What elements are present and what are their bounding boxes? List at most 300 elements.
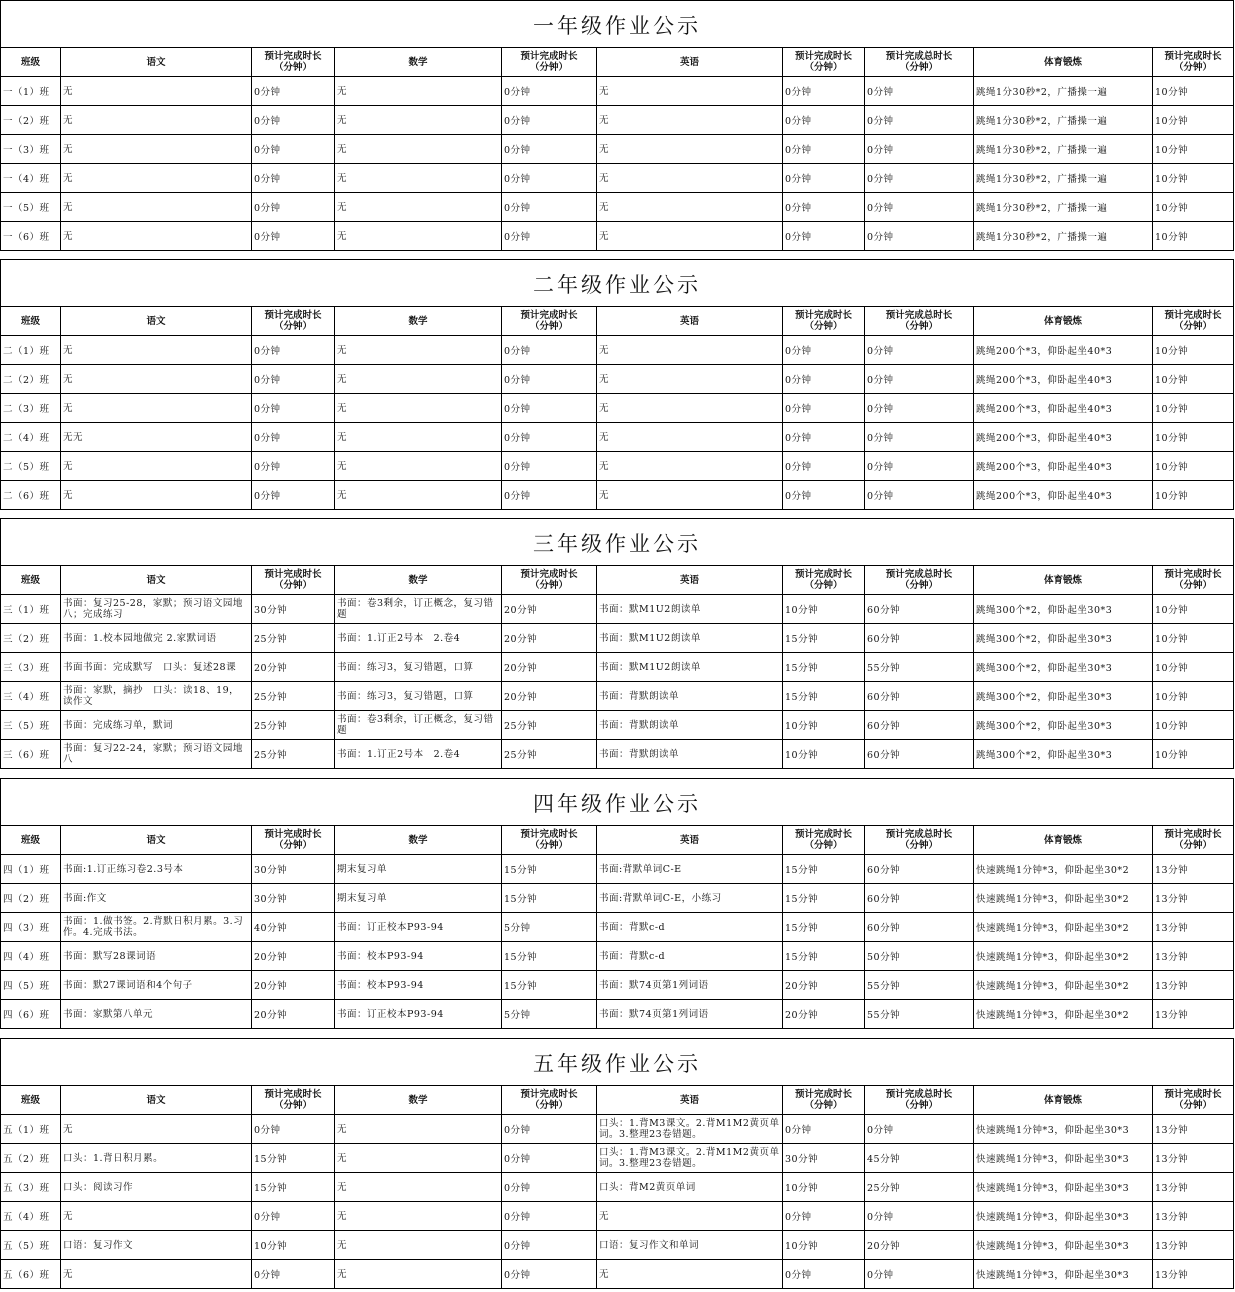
pe-cell: 跳绳1分30秒*2，广播操一遍 [974, 164, 1153, 193]
math-cell: 无 [335, 77, 502, 106]
chinese-time-cell: 20分钟 [252, 942, 335, 971]
total-time-cell: 55分钟 [865, 1000, 974, 1029]
class-cell: 二（6）班 [1, 481, 61, 510]
header-english-time: 预计完成时长 （分钟） [783, 307, 865, 336]
table-row [1, 855, 1234, 884]
pe-cell: 快速跳绳1分钟*3，仰卧起坐30*2 [974, 1000, 1153, 1029]
chinese-time-cell: 0分钟 [252, 1260, 335, 1289]
class-cell: 五（1）班 [1, 1115, 61, 1144]
math-cell: 无 [335, 365, 502, 394]
header-math: 数学 [335, 48, 502, 77]
math-time-cell: 0分钟 [502, 164, 597, 193]
table-row [1, 164, 1234, 193]
chinese-cell: 无 [61, 1202, 252, 1231]
pe-cell: 跳绳200个*3，仰卧起坐40*3 [974, 481, 1153, 510]
english-cell: 无 [597, 394, 783, 423]
total-time-cell: 50分钟 [865, 942, 974, 971]
english-cell: 无 [597, 423, 783, 452]
header-pe-time: 预计完成时长 （分钟） [1153, 1086, 1234, 1115]
chinese-cell: 无 [61, 1115, 252, 1144]
chinese-cell: 无 [61, 481, 252, 510]
english-cell: 书面：背默c-d [597, 913, 783, 942]
english-cell: 书面：背默朗读单 [597, 682, 783, 711]
table-row [1, 1115, 1234, 1144]
header-chinese: 语文 [61, 566, 252, 595]
english-time-cell: 0分钟 [783, 423, 865, 452]
homework-table [0, 825, 1234, 1029]
english-cell: 无 [597, 1202, 783, 1231]
math-time-cell: 20分钟 [502, 653, 597, 682]
header-total-time: 预计完成总时长 （分钟） [865, 566, 974, 595]
homework-table [0, 306, 1234, 510]
math-time-cell: 15分钟 [502, 884, 597, 913]
chinese-cell: 书面：默写28课词语 [61, 942, 252, 971]
math-time-cell: 0分钟 [502, 77, 597, 106]
header-total-time: 预计完成总时长 （分钟） [865, 48, 974, 77]
chinese-cell: 书面：复习25-28，家默；预习语文园地八；完成练习 [61, 595, 252, 624]
english-cell: 书面：默M1U2朗读单 [597, 595, 783, 624]
pe-time-cell: 10分钟 [1153, 595, 1234, 624]
math-cell: 无 [335, 1144, 502, 1173]
section-title: 四年级作业公示 [1, 778, 1233, 825]
homework-table [0, 565, 1234, 769]
pe-cell: 跳绳200个*3，仰卧起坐40*3 [974, 365, 1153, 394]
class-cell: 四（2）班 [1, 884, 61, 913]
header-math-time: 预计完成时长 （分钟） [502, 307, 597, 336]
math-time-cell: 5分钟 [502, 1000, 597, 1029]
math-time-cell: 0分钟 [502, 222, 597, 251]
pe-time-cell: 10分钟 [1153, 394, 1234, 423]
table-row [1, 394, 1234, 423]
pe-time-cell: 13分钟 [1153, 884, 1234, 913]
header-class: 班级 [1, 48, 61, 77]
pe-cell: 跳绳300个*2，仰卧起坐30*3 [974, 711, 1153, 740]
class-cell: 五（2）班 [1, 1144, 61, 1173]
math-cell: 无 [335, 164, 502, 193]
total-time-cell: 0分钟 [865, 336, 974, 365]
table-row [1, 653, 1234, 682]
chinese-time-cell: 25分钟 [252, 711, 335, 740]
chinese-cell: 书面：复习22-24，家默；预习语文园地八 [61, 740, 252, 769]
english-cell: 无 [597, 164, 783, 193]
pe-cell: 跳绳1分30秒*2，广播操一遍 [974, 135, 1153, 164]
class-cell: 一（4）班 [1, 164, 61, 193]
total-time-cell: 0分钟 [865, 394, 974, 423]
chinese-cell: 书面:1.订正练习卷2.3号本 [61, 855, 252, 884]
header-english-time: 预计完成时长 （分钟） [783, 1086, 865, 1115]
math-cell: 书面：练习3，复习错题，口算 [335, 682, 502, 711]
pe-cell: 快速跳绳1分钟*3，仰卧起坐30*2 [974, 971, 1153, 1000]
math-time-cell: 5分钟 [502, 913, 597, 942]
math-cell: 无 [335, 481, 502, 510]
header-chinese: 语文 [61, 307, 252, 336]
class-cell: 三（4）班 [1, 682, 61, 711]
english-time-cell: 0分钟 [783, 106, 865, 135]
table-row [1, 423, 1234, 452]
math-time-cell: 0分钟 [502, 1144, 597, 1173]
pe-time-cell: 10分钟 [1153, 481, 1234, 510]
english-time-cell: 0分钟 [783, 135, 865, 164]
header-row [1, 1086, 1234, 1115]
table-row [1, 1173, 1234, 1202]
class-cell: 三（5）班 [1, 711, 61, 740]
chinese-time-cell: 10分钟 [252, 1231, 335, 1260]
chinese-time-cell: 0分钟 [252, 222, 335, 251]
math-time-cell: 0分钟 [502, 365, 597, 394]
header-pe-time: 预计完成时长 （分钟） [1153, 48, 1234, 77]
pe-time-cell: 10分钟 [1153, 135, 1234, 164]
table-row [1, 452, 1234, 481]
class-cell: 四（1）班 [1, 855, 61, 884]
english-cell: 书面:背默单词C-E，小练习 [597, 884, 783, 913]
chinese-time-cell: 30分钟 [252, 595, 335, 624]
english-time-cell: 0分钟 [783, 193, 865, 222]
math-time-cell: 25分钟 [502, 711, 597, 740]
english-time-cell: 10分钟 [783, 1231, 865, 1260]
total-time-cell: 0分钟 [865, 1202, 974, 1231]
class-cell: 一（3）班 [1, 135, 61, 164]
english-time-cell: 0分钟 [783, 1260, 865, 1289]
class-cell: 二（4）班 [1, 423, 61, 452]
chinese-time-cell: 0分钟 [252, 365, 335, 394]
grade-section [0, 1038, 1234, 1289]
chinese-time-cell: 20分钟 [252, 971, 335, 1000]
header-chinese: 语文 [61, 826, 252, 855]
chinese-cell: 无无 [61, 423, 252, 452]
total-time-cell: 0分钟 [865, 222, 974, 251]
header-math: 数学 [335, 566, 502, 595]
math-time-cell: 0分钟 [502, 452, 597, 481]
math-time-cell: 15分钟 [502, 942, 597, 971]
chinese-cell: 无 [61, 222, 252, 251]
total-time-cell: 60分钟 [865, 884, 974, 913]
chinese-time-cell: 0分钟 [252, 77, 335, 106]
class-cell: 一（5）班 [1, 193, 61, 222]
table-row [1, 971, 1234, 1000]
math-time-cell: 0分钟 [502, 423, 597, 452]
table-row [1, 1202, 1234, 1231]
chinese-time-cell: 0分钟 [252, 164, 335, 193]
header-row [1, 307, 1234, 336]
chinese-cell: 书面：完成练习单，默词 [61, 711, 252, 740]
math-cell: 无 [335, 1260, 502, 1289]
pe-time-cell: 13分钟 [1153, 1000, 1234, 1029]
header-math-time: 预计完成时长 （分钟） [502, 566, 597, 595]
header-math: 数学 [335, 826, 502, 855]
table-row [1, 365, 1234, 394]
chinese-time-cell: 0分钟 [252, 394, 335, 423]
total-time-cell: 0分钟 [865, 77, 974, 106]
pe-time-cell: 13分钟 [1153, 1202, 1234, 1231]
grade-section [0, 0, 1234, 251]
header-chinese-time: 预计完成时长 （分钟） [252, 566, 335, 595]
chinese-time-cell: 0分钟 [252, 336, 335, 365]
grade-section [0, 259, 1234, 510]
math-time-cell: 0分钟 [502, 1231, 597, 1260]
pe-cell: 跳绳300个*2，仰卧起坐30*3 [974, 682, 1153, 711]
header-chinese-time: 预计完成时长 （分钟） [252, 826, 335, 855]
class-cell: 一（1）班 [1, 77, 61, 106]
chinese-time-cell: 0分钟 [252, 135, 335, 164]
header-pe-time: 预计完成时长 （分钟） [1153, 826, 1234, 855]
pe-time-cell: 10分钟 [1153, 740, 1234, 769]
pe-time-cell: 10分钟 [1153, 653, 1234, 682]
chinese-cell: 书面：默27课词语和4个句子 [61, 971, 252, 1000]
class-cell: 三（1）班 [1, 595, 61, 624]
chinese-cell: 书面：1.做书签。2.背默日积月累。3.习作。4.完成书法。 [61, 913, 252, 942]
pe-time-cell: 10分钟 [1153, 193, 1234, 222]
math-time-cell: 0分钟 [502, 106, 597, 135]
english-time-cell: 15分钟 [783, 942, 865, 971]
math-cell: 书面：校本P93-94 [335, 942, 502, 971]
math-cell: 无 [335, 423, 502, 452]
math-cell: 书面：订正校本P93-94 [335, 1000, 502, 1029]
class-cell: 二（3）班 [1, 394, 61, 423]
total-time-cell: 60分钟 [865, 711, 974, 740]
header-chinese-time: 预计完成时长 （分钟） [252, 48, 335, 77]
chinese-cell: 无 [61, 135, 252, 164]
table-row [1, 913, 1234, 942]
chinese-cell: 无 [61, 106, 252, 135]
header-pe-time: 预计完成时长 （分钟） [1153, 566, 1234, 595]
math-time-cell: 0分钟 [502, 1173, 597, 1202]
pe-time-cell: 13分钟 [1153, 971, 1234, 1000]
english-time-cell: 10分钟 [783, 595, 865, 624]
pe-time-cell: 10分钟 [1153, 336, 1234, 365]
chinese-time-cell: 0分钟 [252, 106, 335, 135]
english-cell: 书面：默M1U2朗读单 [597, 653, 783, 682]
pe-time-cell: 10分钟 [1153, 164, 1234, 193]
header-pe: 体育锻炼 [974, 48, 1153, 77]
math-cell: 无 [335, 222, 502, 251]
pe-cell: 跳绳300个*2，仰卧起坐30*3 [974, 595, 1153, 624]
total-time-cell: 60分钟 [865, 682, 974, 711]
pe-time-cell: 10分钟 [1153, 711, 1234, 740]
class-cell: 三（3）班 [1, 653, 61, 682]
pe-time-cell: 10分钟 [1153, 682, 1234, 711]
math-time-cell: 0分钟 [502, 135, 597, 164]
math-time-cell: 0分钟 [502, 336, 597, 365]
header-math-time: 预计完成时长 （分钟） [502, 48, 597, 77]
chinese-cell: 口语：复习作文 [61, 1231, 252, 1260]
total-time-cell: 60分钟 [865, 595, 974, 624]
pe-cell: 快速跳绳1分钟*3，仰卧起坐30*2 [974, 884, 1153, 913]
total-time-cell: 0分钟 [865, 106, 974, 135]
header-class: 班级 [1, 307, 61, 336]
chinese-time-cell: 30分钟 [252, 855, 335, 884]
english-time-cell: 15分钟 [783, 624, 865, 653]
pe-time-cell: 13分钟 [1153, 1115, 1234, 1144]
table-row [1, 1260, 1234, 1289]
pe-cell: 快速跳绳1分钟*3，仰卧起坐30*2 [974, 855, 1153, 884]
english-time-cell: 0分钟 [783, 1115, 865, 1144]
english-time-cell: 10分钟 [783, 711, 865, 740]
pe-time-cell: 10分钟 [1153, 423, 1234, 452]
header-english-time: 预计完成时长 （分钟） [783, 826, 865, 855]
pe-cell: 跳绳1分30秒*2，广播操一遍 [974, 222, 1153, 251]
pe-cell: 跳绳1分30秒*2，广播操一遍 [974, 77, 1153, 106]
class-cell: 五（5）班 [1, 1231, 61, 1260]
pe-cell: 快速跳绳1分钟*3，仰卧起坐30*2 [974, 913, 1153, 942]
chinese-cell: 口头：阅读习作 [61, 1173, 252, 1202]
header-math-time: 预计完成时长 （分钟） [502, 826, 597, 855]
english-cell: 无 [597, 222, 783, 251]
total-time-cell: 20分钟 [865, 1231, 974, 1260]
english-cell: 无 [597, 193, 783, 222]
english-time-cell: 0分钟 [783, 481, 865, 510]
pe-time-cell: 13分钟 [1153, 1231, 1234, 1260]
total-time-cell: 0分钟 [865, 423, 974, 452]
class-cell: 五（3）班 [1, 1173, 61, 1202]
table-row [1, 135, 1234, 164]
chinese-cell: 无 [61, 164, 252, 193]
header-chinese: 语文 [61, 48, 252, 77]
total-time-cell: 45分钟 [865, 1144, 974, 1173]
english-cell: 无 [597, 1260, 783, 1289]
table-row [1, 595, 1234, 624]
chinese-time-cell: 0分钟 [252, 1202, 335, 1231]
math-time-cell: 0分钟 [502, 481, 597, 510]
math-cell: 期末复习单 [335, 884, 502, 913]
english-time-cell: 10分钟 [783, 1173, 865, 1202]
chinese-cell: 口头：1.背日积月累。 [61, 1144, 252, 1173]
grade-section [0, 518, 1234, 769]
math-cell: 无 [335, 394, 502, 423]
class-cell: 四（6）班 [1, 1000, 61, 1029]
chinese-cell: 无 [61, 1260, 252, 1289]
chinese-cell: 无 [61, 336, 252, 365]
class-cell: 一（6）班 [1, 222, 61, 251]
header-pe: 体育锻炼 [974, 566, 1153, 595]
pe-cell: 跳绳200个*3，仰卧起坐40*3 [974, 394, 1153, 423]
english-cell: 无 [597, 336, 783, 365]
header-english-time: 预计完成时长 （分钟） [783, 48, 865, 77]
section-title: 五年级作业公示 [1, 1038, 1233, 1085]
header-english: 英语 [597, 1086, 783, 1115]
english-cell: 无 [597, 365, 783, 394]
english-time-cell: 15分钟 [783, 653, 865, 682]
english-time-cell: 0分钟 [783, 77, 865, 106]
header-chinese-time: 预计完成时长 （分钟） [252, 1086, 335, 1115]
pe-cell: 跳绳1分30秒*2，广播操一遍 [974, 106, 1153, 135]
total-time-cell: 0分钟 [865, 135, 974, 164]
pe-time-cell: 13分钟 [1153, 942, 1234, 971]
pe-time-cell: 10分钟 [1153, 365, 1234, 394]
grade-section [0, 778, 1234, 1029]
english-cell: 书面：背默朗读单 [597, 711, 783, 740]
table-row [1, 77, 1234, 106]
header-pe: 体育锻炼 [974, 1086, 1153, 1115]
header-pe: 体育锻炼 [974, 826, 1153, 855]
math-cell: 书面：校本P93-94 [335, 971, 502, 1000]
total-time-cell: 0分钟 [865, 1260, 974, 1289]
header-english-time: 预计完成时长 （分钟） [783, 566, 865, 595]
math-cell: 无 [335, 193, 502, 222]
header-english: 英语 [597, 566, 783, 595]
math-time-cell: 0分钟 [502, 394, 597, 423]
chinese-cell: 无 [61, 365, 252, 394]
table-row [1, 884, 1234, 913]
chinese-time-cell: 40分钟 [252, 913, 335, 942]
english-cell: 无 [597, 481, 783, 510]
chinese-time-cell: 20分钟 [252, 1000, 335, 1029]
header-total-time: 预计完成总时长 （分钟） [865, 826, 974, 855]
english-time-cell: 10分钟 [783, 740, 865, 769]
math-time-cell: 20分钟 [502, 682, 597, 711]
english-time-cell: 20分钟 [783, 971, 865, 1000]
english-time-cell: 0分钟 [783, 336, 865, 365]
math-time-cell: 20分钟 [502, 595, 597, 624]
math-cell: 书面：1.订正2号本 2.卷4 [335, 624, 502, 653]
math-time-cell: 0分钟 [502, 1260, 597, 1289]
english-time-cell: 0分钟 [783, 164, 865, 193]
section-title: 三年级作业公示 [1, 518, 1233, 565]
math-cell: 期末复习单 [335, 855, 502, 884]
class-cell: 三（2）班 [1, 624, 61, 653]
header-total-time: 预计完成总时长 （分钟） [865, 307, 974, 336]
class-cell: 二（2）班 [1, 365, 61, 394]
chinese-cell: 无 [61, 77, 252, 106]
section-title: 二年级作业公示 [1, 259, 1233, 306]
header-english: 英语 [597, 48, 783, 77]
pe-cell: 快速跳绳1分钟*3，仰卧起坐30*2 [974, 942, 1153, 971]
chinese-time-cell: 25分钟 [252, 682, 335, 711]
math-time-cell: 15分钟 [502, 971, 597, 1000]
table-row [1, 106, 1234, 135]
pe-time-cell: 13分钟 [1153, 1173, 1234, 1202]
chinese-time-cell: 25分钟 [252, 624, 335, 653]
total-time-cell: 60分钟 [865, 913, 974, 942]
total-time-cell: 60分钟 [865, 740, 974, 769]
pe-cell: 跳绳200个*3，仰卧起坐40*3 [974, 336, 1153, 365]
chinese-cell: 书面：1.校本园地做完 2.家默词语 [61, 624, 252, 653]
total-time-cell: 55分钟 [865, 971, 974, 1000]
chinese-cell: 书面：家默第八单元 [61, 1000, 252, 1029]
english-cell: 无 [597, 106, 783, 135]
pe-cell: 快速跳绳1分钟*3，仰卧起坐30*3 [974, 1202, 1153, 1231]
table-row [1, 1144, 1234, 1173]
english-cell: 口头：1.背M3课文。2.背M1M2黄页单词。3.整理23卷错题。 [597, 1115, 783, 1144]
english-time-cell: 15分钟 [783, 913, 865, 942]
pe-cell: 快速跳绳1分钟*3，仰卧起坐30*3 [974, 1115, 1153, 1144]
table-row [1, 711, 1234, 740]
math-cell: 无 [335, 1231, 502, 1260]
math-cell: 书面：卷3剩余，订正概念，复习错题 [335, 711, 502, 740]
header-class: 班级 [1, 826, 61, 855]
class-cell: 一（2）班 [1, 106, 61, 135]
header-class: 班级 [1, 566, 61, 595]
pe-cell: 跳绳300个*2，仰卧起坐30*3 [974, 740, 1153, 769]
chinese-time-cell: 25分钟 [252, 740, 335, 769]
class-cell: 二（5）班 [1, 452, 61, 481]
chinese-time-cell: 0分钟 [252, 1115, 335, 1144]
total-time-cell: 0分钟 [865, 481, 974, 510]
table-row [1, 1231, 1234, 1260]
header-total-time: 预计完成总时长 （分钟） [865, 1086, 974, 1115]
chinese-cell: 书面书面：完成默写 口头：复述28课 [61, 653, 252, 682]
total-time-cell: 0分钟 [865, 164, 974, 193]
class-cell: 五（6）班 [1, 1260, 61, 1289]
class-cell: 二（1）班 [1, 336, 61, 365]
english-cell: 书面：背默c-d [597, 942, 783, 971]
chinese-cell: 无 [61, 394, 252, 423]
math-time-cell: 0分钟 [502, 1115, 597, 1144]
math-cell: 无 [335, 336, 502, 365]
english-cell: 口头：背M2黄页单词 [597, 1173, 783, 1202]
class-cell: 三（6）班 [1, 740, 61, 769]
pe-cell: 跳绳300个*2，仰卧起坐30*3 [974, 653, 1153, 682]
header-english: 英语 [597, 826, 783, 855]
